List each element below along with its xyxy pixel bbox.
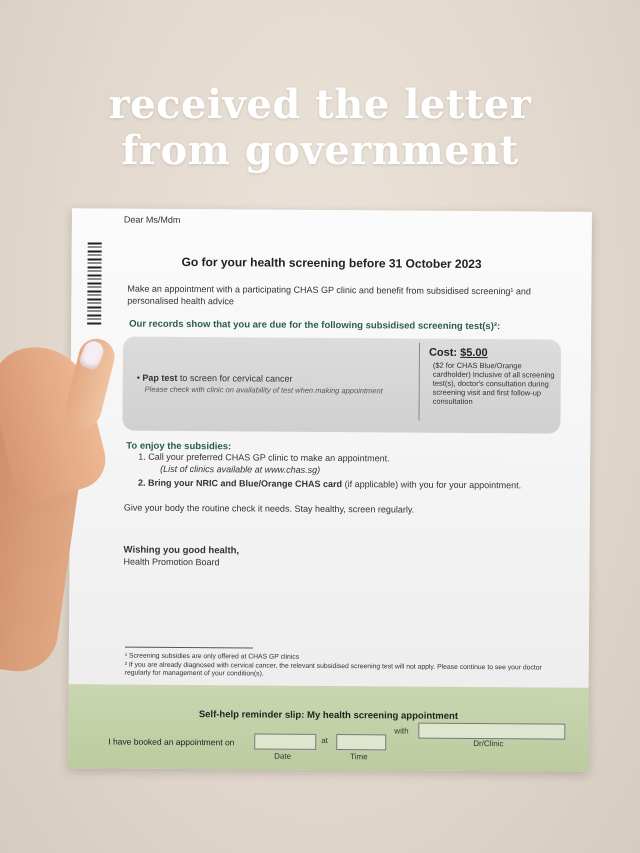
letter-heading: Go for your health screening before 31 October 2023 [181,254,482,272]
step-2: 2. Bring your NRIC and Blue/Orange CHAS card (if applicable) with you for your appointment. [138,477,522,491]
step-1-sub: (List of clinics available at www.chas.sg) [160,463,321,475]
footnote-2: ² If you are already diagnosed with cervical cancer, the relevant subsidised screening test will not apply. Please continue to see your doctor regularly for management of your condition(s). [124,661,542,678]
date-field[interactable] [254,733,316,749]
with-label: with [394,726,409,736]
intro-text: Make an appointment with a participating CHAS GP clinic and benefit from subsidised screening¹ and personalised health advice [127,283,531,307]
caption-line-1: received the letter [108,81,532,128]
cost-amount: $5.00 [460,346,488,360]
reminder-slip [68,684,589,772]
at-label: at [321,735,328,745]
routine-text: Give your body the routine check it needs. Stay healthy, screen regularly. [123,502,415,515]
time-label: Time [350,752,368,762]
clinic-label: Dr/Clinic [473,739,504,749]
salutation: Dear Ms/Mdm [123,214,181,225]
footnote-rule [125,647,253,649]
test-name: Pap test [142,372,178,383]
cost-divider [418,343,420,421]
signature: Health Promotion Board [123,556,220,568]
step-1: 1. Call your preferred CHAS GP clinic to make an appointment. [138,451,390,464]
test-note: Please check with clinic on availability of test when making appointment [144,384,383,396]
slip-title: Self-help reminder slip: My health screening appointment [198,709,459,722]
time-field[interactable] [336,734,386,750]
subsidies-heading: To enjoy the subsidies: [126,440,232,453]
closing: Wishing you good health, [123,544,240,557]
records-notice: Our records show that you are due for the following subsidised screening test(s)²: [129,318,501,333]
caption-line-2: from government [121,127,519,174]
test-description: to screen for cervical cancer [177,372,293,384]
clinic-field[interactable] [418,723,565,740]
test-item: • Pap test to screen for cervical cancer [136,372,293,384]
date-label: Date [274,751,292,761]
cost-details: ($2 for CHAS Blue/Orange cardholder) Inclusive of all screening test(s), doctor's consultation during screening visit and first follow-up consultation [432,360,555,406]
government-letter [68,208,592,772]
slip-booked-label: I have booked an appointment on [108,736,235,748]
photo-caption [0,82,640,174]
screening-test-box [122,337,561,434]
footnote-1: ¹ Screening subsidies are only offered at CHAS GP clinics [124,652,300,661]
cost-label: Cost: $5.00 [428,346,488,360]
